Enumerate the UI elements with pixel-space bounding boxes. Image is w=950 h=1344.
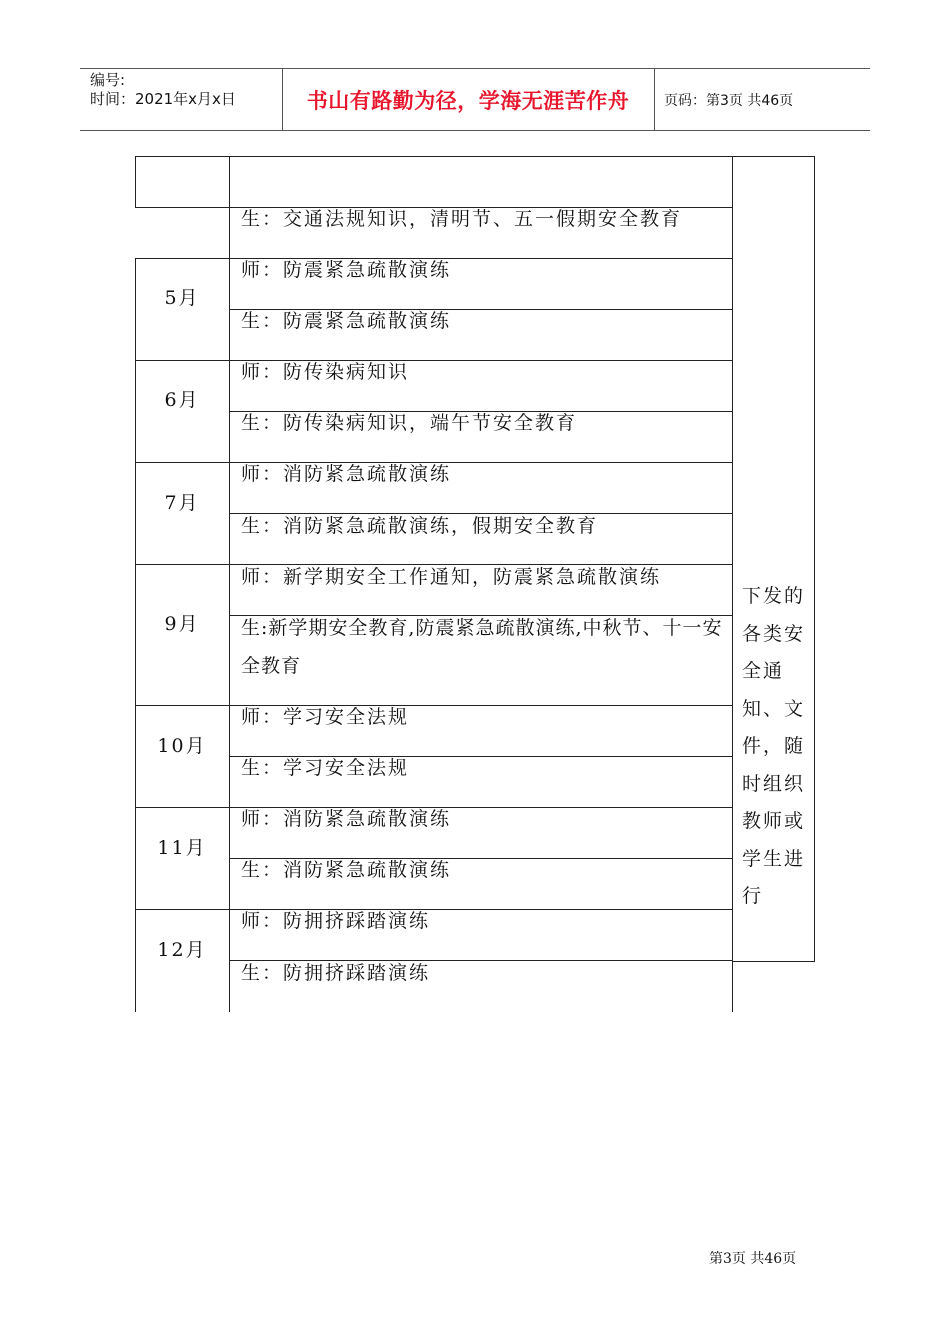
- teacher-item: 师：新学期安全工作通知，防震紧急疏散演练: [241, 566, 662, 588]
- table-border: [135, 207, 230, 208]
- table-border: [732, 156, 733, 1012]
- student-item: 生：防拥挤踩踏演练: [241, 962, 431, 984]
- header-motto: 书山有路勤为径，学海无涯苦作舟: [306, 88, 630, 113]
- header-divider: [654, 69, 655, 130]
- student-item: 生：防传染病知识，端午节安全教育: [241, 412, 578, 434]
- student-item: 生：学习安全法规: [241, 757, 410, 779]
- teacher-item: 师：消防紧急疏散演练: [241, 808, 452, 830]
- time-label: 时间：2021年x月x日: [90, 90, 236, 108]
- student-item: 生：消防紧急疏散演练: [241, 859, 452, 881]
- teacher-item: 师：防拥挤踩踏演练: [241, 910, 431, 932]
- student-item-continued: 生：交通法规知识，清明节、五一假期安全教育: [241, 208, 683, 230]
- student-item: 生：防震紧急疏散演练: [241, 310, 452, 332]
- table-border: [135, 909, 733, 910]
- table-border: [135, 705, 733, 706]
- student-item: 生:新学期安全教育,防震紧急疏散演练,中秋节、十一安全教育: [241, 617, 723, 677]
- month-label: 11月: [157, 837, 207, 859]
- teacher-item: 师：消防紧急疏散演练: [241, 463, 452, 485]
- month-label: 6月: [164, 389, 200, 411]
- table-border: [229, 156, 230, 1012]
- table-border: [135, 156, 136, 208]
- month-label: 9月: [164, 613, 200, 635]
- teacher-item: 师：防传染病知识: [241, 361, 410, 383]
- student-item: 生：消防紧急疏散演练，假期安全教育: [241, 515, 599, 537]
- table-border: [732, 961, 815, 962]
- header-page-info: 页码：第3页 共46页: [664, 92, 794, 109]
- number-label: 编号:: [90, 71, 126, 89]
- table-border: [135, 156, 815, 157]
- month-label: 10月: [157, 735, 207, 757]
- month-label: 7月: [164, 492, 200, 514]
- month-label: 5月: [164, 287, 200, 309]
- header-meta: [90, 71, 285, 109]
- page-footer: 第3页 共46页: [709, 1251, 797, 1267]
- page-header: [80, 68, 870, 131]
- teacher-item: 师：学习安全法规: [241, 706, 410, 728]
- month-label: 12月: [157, 939, 207, 961]
- remarks-column: 下发的各类安全通知、文件，随时组织教师或学生进行: [742, 585, 806, 907]
- table-border: [814, 156, 815, 962]
- table-border: [135, 360, 733, 361]
- teacher-item: 师：防震紧急疏散演练: [241, 259, 452, 281]
